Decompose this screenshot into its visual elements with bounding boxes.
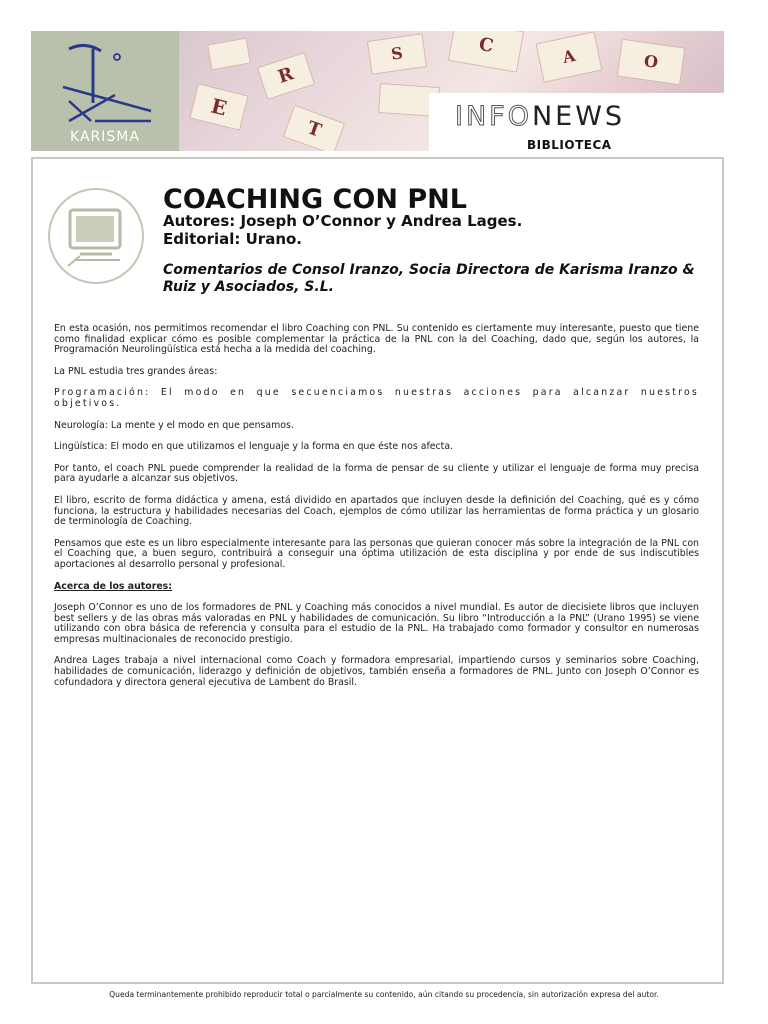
photo-tile: R bbox=[257, 52, 315, 100]
paragraph-neurologia: Neurología: La mente y el modo en que pensamos. bbox=[54, 419, 294, 431]
photo-tile: T bbox=[283, 105, 345, 151]
monitor-icon bbox=[50, 190, 142, 282]
photo-tile: A bbox=[535, 31, 602, 83]
infonews-brand bbox=[455, 101, 625, 132]
brand-info: INFO bbox=[455, 101, 532, 132]
scrabble-photo bbox=[179, 31, 724, 151]
authors-subheading: Acerca de los autores: bbox=[54, 580, 173, 592]
karisma-logo bbox=[31, 31, 179, 151]
photo-tile bbox=[207, 38, 251, 71]
book-comment: Comentarios de Consol Iranzo, Socia Directora de Karisma Iranzo & Ruiz y Asociados, S.L. bbox=[163, 262, 695, 295]
brand-news: NEWS bbox=[531, 101, 626, 132]
paragraph-libro: El libro, escrito de forma didáctica y amena, está dividido en apartados que incluyen desde la definición del Coaching, qué es y cómo funciona, la estructura y habilidades necesarias del Coach, ejemplos de cómo utilizar las herramientas de forma práctica y un glosario de terminología de Coaching. bbox=[54, 494, 699, 528]
book-authors: Autores: Joseph O’Connor y Andrea Lages. bbox=[163, 212, 523, 230]
section-label: BIBLIOTECA bbox=[527, 138, 612, 152]
photo-tile: C bbox=[448, 31, 524, 73]
footer-notice: Queda terminantemente prohibido reproducir total o parcialmente su contenido, aún citando su procedencia, sin autorización expresa del autor. bbox=[109, 990, 659, 999]
photo-tile: O bbox=[617, 39, 686, 86]
logo-text: KARISMA bbox=[70, 129, 140, 145]
paragraph-lages: Andrea Lages trabaja a nivel internacional como Coach y formadora empresarial, impartiendo cursos y seminarios sobre Coaching, habilidades de comunicación, liderazgo y definición de objetivos, también enseña a formadores de PNL. Junto con Joseph O’Connor es cofundadora y directora general ejecutiva de Lambent do Brasil. bbox=[54, 655, 699, 688]
photo-tile: S bbox=[367, 33, 427, 74]
article-body bbox=[54, 324, 699, 699]
paragraph-recomendacion: Pensamos que este es un libro especialmente interesante para las personas que quieran conocer más sobre la integración de la PNL con el Coaching que, a buen seguro, contribuirá a conseguir una óptima utilización de esta disciplina y por ende de sus indiscutibles aportaciones al desarrollo personal y profesional. bbox=[54, 537, 699, 570]
paragraph-programacion: Programación: El modo en que secuenciamos nuestras acciones para alcanzar nuestros objetivos. bbox=[54, 387, 699, 409]
paragraph-areas: La PNL estudia tres grandes áreas: bbox=[54, 365, 218, 377]
book-editorial: Editorial: Urano. bbox=[163, 230, 303, 248]
book-title: COACHING CON PNL bbox=[163, 184, 467, 215]
computer-icon bbox=[48, 188, 144, 284]
photo-tile: E bbox=[189, 83, 248, 131]
karisma-logo-icon bbox=[55, 39, 155, 129]
paragraph-intro: En esta ocasión, nos permitimos recomendar el libro Coaching con PNL. Su contenido es ciertamente muy interesante, puesto que tiene como finalidad explicar cómo es posible complementar la práctica de la PNL con la del Coaching, dado que, según los autores, la Programación Neurolingüística está hecha a la medida del coaching. bbox=[54, 323, 699, 356]
paragraph-oconnor: Joseph O’Connor es uno de los formadores de PNL y Coaching más conocidos a nivel mundial. Es autor de diecisiete libros que incluyen best sellers y de las obras más valoradas en PNL y habilidades de comunicación. Su libro “Introducción a la PNL” (Urano 1995) se viene utilizando con obra básica de referencia y consulta para el estudio de la PNL. Ha trabajado como formador y consultor en numerosas empresas multinacionales de reconocido prestigio. bbox=[54, 602, 699, 645]
paragraph-coach: Por tanto, el coach PNL puede comprender la realidad de la forma de pensar de su cliente y utilizar el lenguaje de forma muy precisa para ayudarle a alcanzar sus objetivos. bbox=[54, 462, 699, 485]
header-banner bbox=[31, 31, 724, 151]
paragraph-linguistica: Lingüística: El modo en que utilizamos el lenguaje y la forma en que éste nos afecta. bbox=[54, 441, 454, 453]
